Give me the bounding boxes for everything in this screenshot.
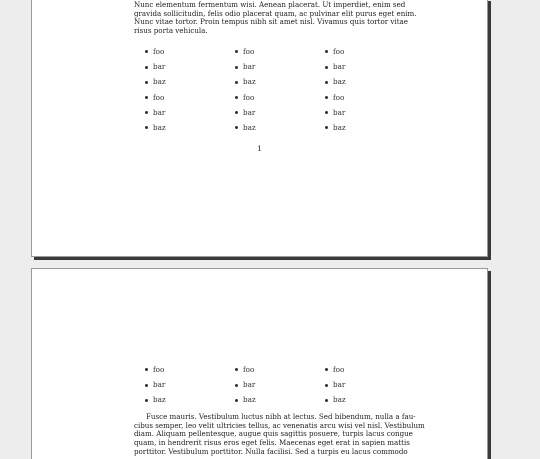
list-item: bar: [144, 59, 234, 74]
bullet-column-3: [324, 362, 384, 408]
paragraph-line: Nunc vitae tortor. Proin tempus nibh sit amet nisl. Vivamus quis tortor vitae: [134, 17, 408, 27]
paragraph-line: Nunc elementum fermentum wisi. Aenean placerat. Ut imperdiet, enim sed: [134, 0, 406, 9]
list-item: bar: [234, 377, 324, 392]
list-item: baz: [324, 74, 384, 89]
list-item: foo: [144, 44, 234, 59]
list-item: foo: [234, 362, 324, 377]
list-item: foo: [144, 90, 234, 105]
page-2-paragraph: [134, 412, 425, 457]
list-item: bar: [234, 59, 324, 74]
list-item: foo: [144, 362, 234, 377]
paragraph-line: quam, in hendrerit risus eros eget felis. Maecenas eget erat in sapien mattis: [134, 438, 410, 448]
paragraph-line: cibus semper, leo velit ultricies tellus, ac venenatis arcu wisi vel nisl. Vestibulum: [134, 420, 425, 430]
list-item: bar: [324, 59, 384, 74]
list-item: baz: [144, 392, 234, 407]
page-2: [31, 268, 488, 459]
list-item: bar: [324, 377, 384, 392]
list-item: baz: [144, 74, 234, 89]
bullet-column-1: [144, 362, 234, 408]
page-1: [31, 0, 488, 257]
paragraph-line: porttitor. Vestibulum porttitor. Nulla facilisi. Sed a turpis eu lacus commodo: [134, 446, 408, 456]
list-item: bar: [234, 105, 324, 120]
list-item: bar: [144, 377, 234, 392]
bullet-column-3: [324, 44, 384, 135]
paragraph-line: gravida sollicitudin, felis odio placerat quam, ac pulvinar elit purus eget enim.: [134, 8, 417, 18]
list-item: foo: [324, 90, 384, 105]
paragraph-line: Fusce mauris. Vestibulum luctus nibh at lectus. Sed bibendum, nulla a fau-: [146, 412, 416, 421]
list-item: baz: [234, 120, 324, 135]
list-item: foo: [324, 44, 384, 59]
paragraph-line: risus porta vehicula.: [134, 26, 208, 36]
page-2-bullet-columns: [144, 362, 384, 408]
page-number: 1: [257, 144, 262, 153]
page-1-bullet-columns: [144, 44, 384, 135]
list-item: baz: [324, 392, 384, 407]
bullet-column-2: [234, 362, 324, 408]
list-item: foo: [234, 90, 324, 105]
page-1-paragraph: [134, 0, 417, 36]
bullet-column-1: [144, 44, 234, 135]
list-item: foo: [234, 44, 324, 59]
list-item: baz: [144, 120, 234, 135]
list-item: baz: [324, 120, 384, 135]
list-item: baz: [234, 74, 324, 89]
paragraph-line: diam. Aliquam pellentesque, augue quis sagittis posuere, turpis lacus congue: [134, 429, 413, 439]
bullet-column-2: [234, 44, 324, 135]
list-item: baz: [234, 392, 324, 407]
list-item: bar: [144, 105, 234, 120]
list-item: bar: [324, 105, 384, 120]
list-item: foo: [324, 362, 384, 377]
